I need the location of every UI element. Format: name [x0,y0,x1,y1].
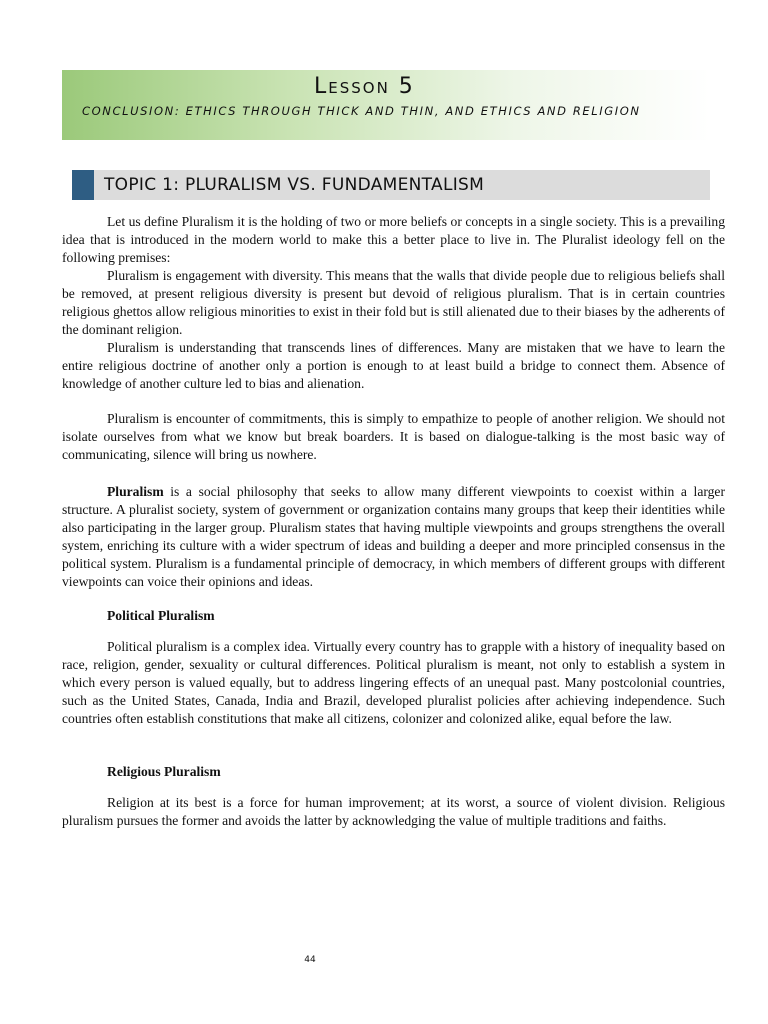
topic-bar [72,170,710,200]
paragraph-engagement: Pluralism is engagement with diversity. This means that the walls that divide people due to religious beliefs shall be removed, at present religious diversity is present but devoid of religious pluralism. That is in certain countries religious ghettos allow religious minorities to exist in their fold but is still alienated due to their biases by the adherents of the dominant religion. [62,268,725,337]
paragraph-social-philosophy [62,483,725,591]
paragraph-encounter: Pluralism is encounter of commitments, this is simply to empathize to people of another religion. We should not isolate ourselves from what we know but break boarders. It is based on dialogue-talking is the most basic way of communicating, silence will bring us nowhere. [62,411,725,462]
paragraph-political: Political pluralism is a complex idea. Virtually every country has to grapple with a history of inequality based on race, religion, gender, sexuality or cultural differences. Political pluralism is meant, not only to establish a system in which every person is valued equally, but to address lingering effects of an unequal past. Many postcolonial countries, such as the United States, Canada, India and Brazil, developed pluralist policies after achieving independence. Such countries often establish constitutions that make all citizens, colonizer and colonized alike, equal before the law. [62,639,725,726]
heading-political-pluralism: Political Pluralism [107,608,215,623]
pluralism-term: Pluralism [107,484,164,499]
paragraph-religious: Religion at its best is a force for human improvement; at its worst, a source of violent division. Religious pluralism pursues the former and avoids the latter by acknowledging the value of multiple traditions and faiths. [62,795,725,828]
page-number: 44 [304,955,316,965]
heading-religious-pluralism: Religious Pluralism [107,764,221,779]
lesson-subtitle: CONCLUSION: ETHICS THROUGH THICK AND THIN, AND ETHICS AND RELIGION [82,104,641,118]
topic-accent-block [72,170,94,200]
paragraph-understanding: Pluralism is understanding that transcends lines of differences. Many are mistaken that we have to learn the entire religious doctrine of another only a portion is enough to at least build a bridge to connect them. Absence of knowledge of another culture led to bias and alienation. [62,340,725,391]
lesson-title: Lesson 5 [314,74,415,99]
paragraph-social-philosophy-text: is a social philosophy that seeks to allow many different viewpoints to coexist within a larger structure. A pluralist society, system of government or organization contains many groups that keep their identities while also participating in the larger group. Pluralism states that having multiple viewpoints and groups strengthens the overall system, enriching its culture with a wider spectrum of ideas and building a deeper and more principled consensus in the political system. Pluralism is a fundamental principle of democracy, in which members of different groups with different viewpoints can voice their opinions and ideas. [62,484,725,589]
lesson-banner [62,70,710,140]
topic-title: TOPIC 1: PLURALISM VS. FUNDAMENTALISM [104,175,485,195]
paragraph-definition: Let us define Pluralism it is the holding of two or more beliefs or concepts in a single society. This is a prevailing idea that is introduced in the modern world to make this a better place to live in. The Pluralist ideology fell on the following premises: [62,214,725,265]
